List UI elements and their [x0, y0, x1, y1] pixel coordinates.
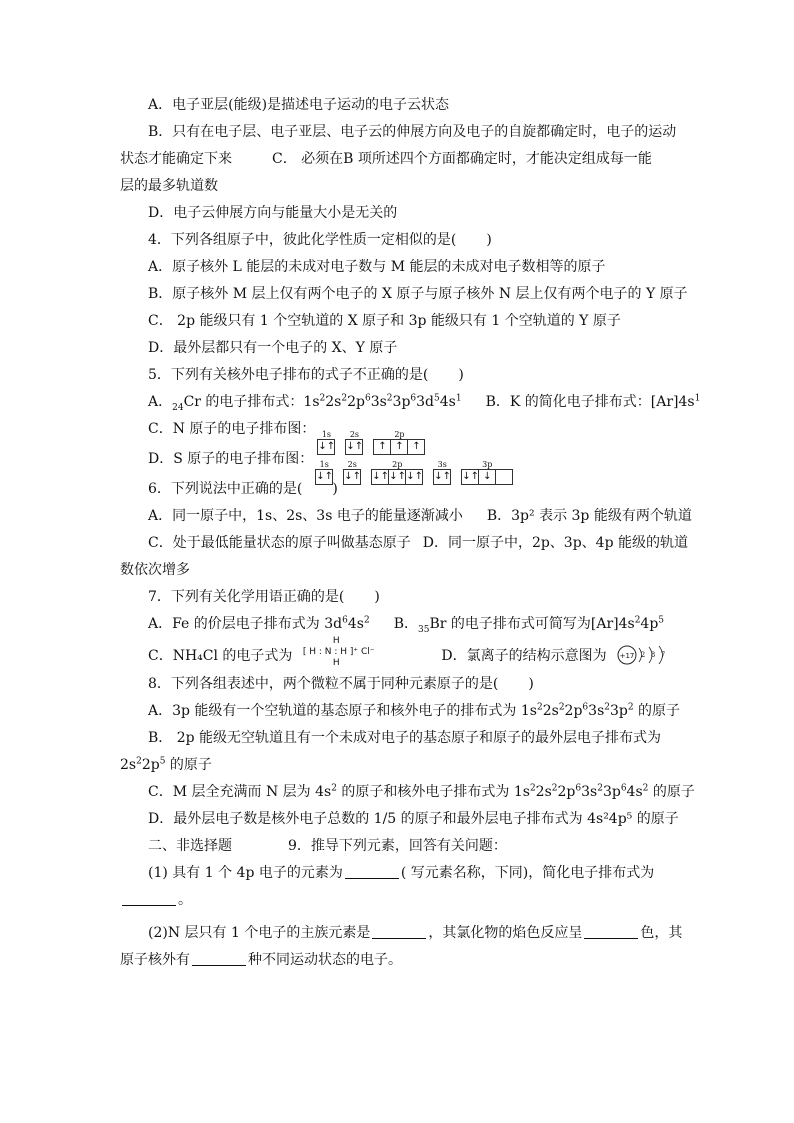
text: (1) 具有 1 个 4p 电子的元素为: [148, 865, 343, 881]
text: ): [528, 676, 534, 692]
answer-blank[interactable]: [122, 891, 176, 906]
q8-option-c: C．M 层全充满而 N 层为 $4s^2$ 的原子和核外电子排布式为 $1s^22s^22p^63s^23p^64s^2$ 的原子: [148, 783, 695, 800]
text: A．3p 能级有一个空轨道的基态原子和核外电子的排布式为 1s: [148, 703, 537, 719]
text: B．K 的简化电子排布式：[Ar]4s: [485, 394, 695, 410]
q8-option-b-cont: $2s^22p^5$ 的原子: [120, 756, 212, 773]
text: D．氯离子的结构示意图为: [441, 648, 607, 664]
orbital-box: ↓↑: [461, 469, 479, 485]
answer-blank[interactable]: [192, 951, 246, 966]
text: B．3p² 表示 3p 能级有两个轨道: [486, 508, 692, 524]
text: 9．推导下列元素，回答有关问题：: [288, 838, 507, 854]
section-title: 二、非选择题: [148, 838, 232, 854]
text: 。: [178, 892, 192, 908]
orbital-box: ↓↑: [405, 469, 423, 485]
q8-option-b: [120, 725, 680, 752]
text: [ H : N : H ]⁺ Cl⁻: [302, 647, 375, 657]
text: 7: [660, 651, 666, 659]
q4-option-b: [120, 281, 688, 308]
orbital-label: 2s: [347, 460, 357, 469]
text: +17: [619, 652, 635, 660]
text: 原子核外有: [120, 952, 190, 968]
question-content: [120, 92, 701, 974]
text: D．S 原子的电子排布图：: [148, 451, 314, 467]
orbital-group: [371, 460, 423, 485]
text: D．同一原子中，2p、3p、4p 能级的轨道: [422, 535, 689, 551]
text: ): [374, 589, 380, 605]
q4-option-c: [120, 308, 680, 335]
text: A．Fe 的价层电子排布式为 3d: [148, 616, 343, 632]
orbital-box: [495, 469, 513, 485]
orbital-box: ↑: [390, 439, 408, 455]
text: 数依次增多: [120, 562, 190, 578]
text: A．电子亚层(能级)是描述电子运动的电子云状态: [148, 97, 450, 113]
text: Br 的电子排布式可简写为[Ar]4s: [429, 616, 635, 632]
text: ，其氯化物的焰色反应呈: [428, 925, 583, 941]
orbital-boxes: [371, 469, 423, 485]
text: ): [486, 232, 492, 248]
orbital-box: ↓: [478, 469, 496, 485]
text: (2)N 层只有 1 个电子的主族元素是: [148, 925, 371, 941]
text: 的原子: [652, 784, 695, 800]
text: 5．下列有关核外电子排布的式子不正确的是(: [148, 367, 429, 383]
text: 色，其: [640, 925, 683, 941]
text: 的原子: [169, 757, 212, 773]
q9-part2: [120, 920, 683, 947]
q5-option-c: [120, 416, 680, 452]
orbital-box: ↑: [407, 439, 425, 455]
q3-option-a: [120, 92, 680, 119]
q6-options-cd: [120, 530, 689, 557]
orbital-box: ↓↑: [315, 469, 333, 485]
q3-option-c-cont: [120, 173, 680, 200]
q8-option-a: A．3p 能级有一个空轨道的基态原子和核外电子的排布式为 $1s^22s^22p^63s^23p^2$ 的原子: [148, 702, 681, 719]
text: H: [332, 658, 340, 668]
text: 2s: [120, 757, 137, 773]
text: C．M 层全充满而 N 层为 4s: [148, 784, 332, 800]
text: D．最外层电子数是核外电子总数的 1/5 的原子和最外层电子排布式为 4s²4p⁵ 的原子: [148, 811, 679, 827]
text: 4．下列各组原子中，彼此化学性质一定相似的是(: [148, 232, 457, 248]
answer-blank[interactable]: [372, 924, 426, 939]
orbital-box: ↓↑: [371, 469, 389, 485]
text: Cr 的电子排布式：1s: [183, 394, 320, 410]
orbital-label: 2s: [349, 430, 360, 439]
text: 8: [650, 651, 656, 659]
text: H: [332, 636, 340, 646]
section-two-header: [120, 833, 680, 860]
orbital-label: 1s: [321, 430, 332, 439]
text: C． 必须在B 项所述四个方面都确定时，才能决定组成每一能: [272, 151, 652, 167]
orbital-boxes: [461, 469, 513, 485]
q7-options-ab: A．Fe 的价层电子排布式为 $3d^64s^2$ B．$_{35}$Br 的电子排布式可简写为$[Ar]4s^24p^5$: [148, 615, 665, 635]
q3-option-b: [120, 119, 680, 146]
orbital-group: [343, 460, 361, 485]
orbital-label: 2p: [392, 460, 403, 469]
q4-stem: [120, 227, 680, 254]
orbital-boxes: [433, 469, 451, 485]
text: 种不同运动状态的电子。: [248, 952, 402, 968]
text: A．同一原子中，1s、2s、3s 电子的能量逐渐减小: [148, 508, 463, 524]
text: A．原子核外 L 能层的未成对电子数与 M 能层的未成对电子数相等的原子: [148, 259, 606, 275]
nh4cl-electron-formula: [303, 638, 413, 668]
text: A．: [148, 394, 173, 410]
orbital-box: ↓↑: [388, 469, 406, 485]
q9-part1: [120, 860, 680, 887]
text: 2: [640, 651, 646, 659]
s-orbital-diagram: [315, 460, 523, 485]
orbital-label: 3s: [437, 460, 447, 469]
orbital-box: ↓↑: [317, 439, 335, 455]
q3-option-b-c: [120, 146, 680, 173]
text: D．电子云伸展方向与能量大小是无关的: [148, 205, 398, 221]
q7-options-cd: [120, 638, 680, 671]
text: 状态才能确定下来: [120, 151, 232, 167]
q9-part2-cont: [120, 947, 680, 974]
orbital-label: 2p: [394, 430, 405, 439]
text: ): [332, 481, 338, 497]
text: C．N 原子的电子排布图：: [148, 421, 316, 437]
q6-option-d-cont: [120, 557, 680, 584]
text: 的原子和核外电子排布式为 1s: [341, 784, 530, 800]
text: 层的最多轨道数: [120, 178, 218, 194]
text: ): [458, 367, 464, 383]
orbital-group: [433, 460, 451, 485]
orbital-box: ↓↑: [343, 469, 361, 485]
orbital-label: 3p: [482, 460, 493, 469]
orbital-boxes: [343, 469, 361, 485]
q5-stem: [120, 362, 680, 389]
q9-part1-cont: [120, 887, 680, 914]
text: D．最外层都只有一个电子的 X、Y 原子: [148, 340, 398, 356]
orbital-box: ↓↑: [433, 469, 451, 485]
text: 8．下列各组表述中，两个微粒不属于同种元素原子的是(: [148, 676, 499, 692]
q8-option-d: [120, 806, 680, 833]
text: 6．下列说法中正确的是(: [148, 481, 303, 497]
q5-options-ab: A．$_{24}$Cr 的电子排布式：$1s^22s^22p^63s^23p^63d^54s^1$ B．K 的简化电子排布式：$[Ar]4s^1$: [148, 393, 701, 413]
q4-option-d: [120, 335, 680, 362]
q3-option-d: [120, 200, 680, 227]
answer-blank[interactable]: [584, 924, 638, 939]
text: 7．下列有关化学用语正确的是(: [148, 589, 345, 605]
text: B．只有在电子层、电子亚层、电子云的伸展方向及电子的自旋都确定时，电子的运动: [148, 124, 677, 140]
text: B．: [393, 616, 418, 632]
text: B．原子核外 M 层上仅有两个电子的 X 原子与原子核外 N 层上仅有两个电子的 Y 原子: [148, 286, 688, 302]
orbital-label: 1s: [319, 460, 329, 469]
chloride-ion-diagram: [615, 644, 677, 666]
orbital-group: [461, 460, 513, 485]
q5-option-d: [120, 446, 680, 482]
text: C．NH₄Cl 的电子式为: [148, 648, 293, 664]
q4-option-a: [120, 254, 680, 281]
q8-stem: [120, 671, 680, 698]
text: C． 2p 能级只有 1 个空轨道的 X 原子和 3p 能级只有 1 个空轨道的 Y 原子: [148, 313, 621, 329]
text: B． 2p 能级无空轨道且有一个未成对电子的基态原子和原子的最外层电子排布式为: [148, 730, 662, 746]
answer-blank[interactable]: [345, 864, 399, 879]
q6-options-ab: [120, 503, 692, 530]
text: ( 写元素名称，下同)，简化电子排布式为: [400, 865, 655, 881]
q7-stem: [120, 584, 680, 611]
orbital-box: ↑: [373, 439, 391, 455]
text: C．处于最低能量状态的原子叫做基态原子: [148, 535, 411, 551]
orbital-box: ↓↑: [345, 439, 363, 455]
